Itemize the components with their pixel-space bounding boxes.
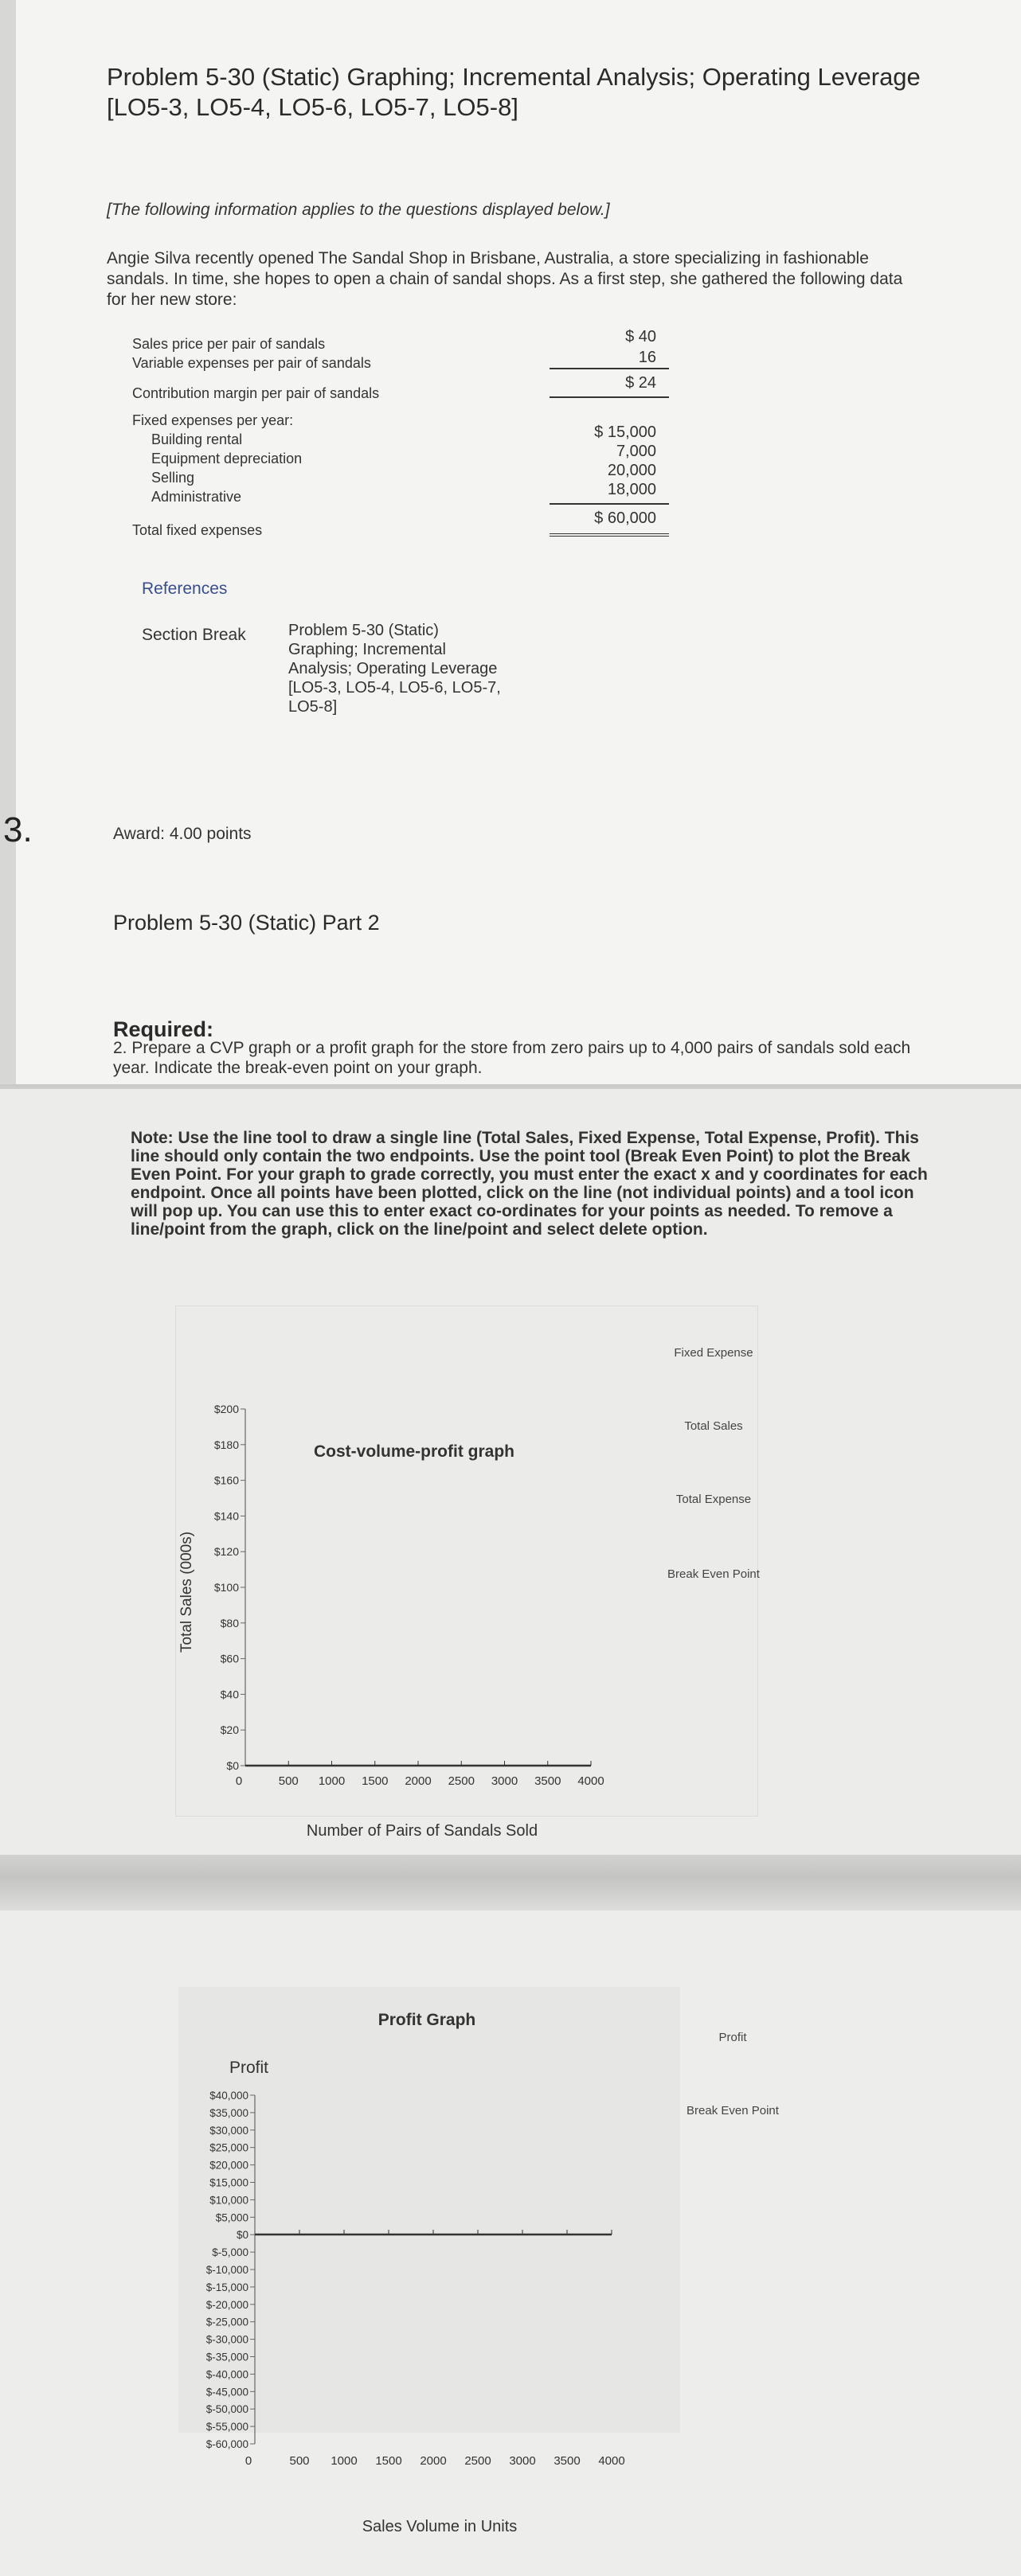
divider — [550, 396, 669, 398]
intro-note: [The following information applies to the questions displayed below.] — [107, 201, 610, 219]
x-tick-label: 4000 — [598, 2454, 625, 2468]
intro-text: Angie Silva recently opened The Sandal Shop in Brisbane, Australia, a store specializing in fashionable sandals. In time, she hopes to open a chain of sandal shops. As a first step, she gathered the following data for her new store: — [107, 249, 903, 309]
break-even-point-tool[interactable]: Break Even Point — [687, 2104, 779, 2117]
references-link[interactable]: References — [142, 580, 228, 598]
y-tick-label: $-50,000 — [205, 2403, 248, 2416]
required-heading: Required: — [113, 1017, 214, 1041]
y-tick-label: $-45,000 — [205, 2386, 248, 2398]
y-tick-label: $200 — [213, 1403, 239, 1415]
price-label: Sales price per pair of sandals — [132, 336, 326, 352]
price-value: $ 40 — [625, 328, 656, 345]
variable-label: Variable expenses per pair of sandals — [132, 355, 371, 371]
x-tick-label: 500 — [278, 1774, 299, 1788]
y-axis-label: Total Sales (000s) — [178, 1531, 195, 1653]
y-tick-label: $5,000 — [215, 2211, 248, 2224]
x-tick-label: 0 — [235, 1774, 243, 1788]
y-tick-label: $40,000 — [209, 2090, 248, 2102]
y-tick-label: $-30,000 — [205, 2333, 248, 2346]
y-tick-label: $-20,000 — [205, 2298, 248, 2311]
x-tick-label: 2500 — [464, 2454, 491, 2468]
problem-title: Problem 5-30 (Static) Graphing; Incremental Analysis; Operating Leverage [LO5-3, LO5-4, LO5-6, LO5-7, LO5-8] — [107, 63, 921, 121]
y-tick-label: $-15,000 — [205, 2281, 248, 2293]
rental-label: Building rental — [151, 431, 243, 447]
x-tick-label: 1000 — [331, 2454, 358, 2468]
y-tick-label: $-55,000 — [205, 2421, 248, 2434]
chart-title: Profit Graph — [377, 2011, 476, 2029]
divider — [550, 503, 669, 505]
y-tick-label: $0 — [236, 2229, 248, 2242]
paper-fold — [0, 1855, 1021, 1911]
y-tick-label: $35,000 — [209, 2106, 248, 2119]
y-tick-label: $30,000 — [209, 2124, 248, 2137]
y-tick-label: $25,000 — [209, 2141, 248, 2154]
x-tick-label: 2500 — [448, 1774, 475, 1788]
y-tick-label: $-60,000 — [205, 2438, 248, 2450]
y-tick-label: $15,000 — [209, 2176, 248, 2189]
rental-value: $ 15,000 — [594, 423, 656, 441]
part-title: Problem 5-30 (Static) Part 2 — [113, 911, 380, 935]
y-tick-label: $120 — [213, 1545, 239, 1559]
x-tick-label: 3000 — [509, 2454, 536, 2468]
x-tick-label: 3500 — [554, 2454, 581, 2468]
y-tick-label: $80 — [220, 1616, 239, 1630]
instructions-note: Note: Use the line tool to draw a single line (Total Sales, Fixed Expense, Total Expense, Profit). This line should only contain the two endpoints. Use the point tool (Break Even Point) to plot the Break Even Point. For your graph to grade correctly, you must enter the exact x and y coordinates for each endpoint. Once all points have been plotted, click on the line (not individual points) and a tool icon will pop up. You can use this to enter exact co-ordinates for your points as needed. To remove a line/point from the graph, click on the line/point and select delete option. — [131, 1129, 928, 1239]
y-tick-label: $40 — [220, 1688, 239, 1701]
y-axis-label: Profit — [229, 2059, 269, 2077]
x-tick-label: 500 — [289, 2454, 310, 2468]
y-tick-label: $160 — [213, 1473, 239, 1487]
y-tick-label: $-35,000 — [205, 2351, 248, 2363]
y-tick-label: $0 — [226, 1759, 239, 1772]
x-tick-label: 0 — [244, 2454, 252, 2468]
cm-label: Contribution margin per pair of sandals — [132, 385, 380, 401]
x-tick-label: 3000 — [491, 1774, 518, 1788]
x-tick-label: 3500 — [534, 1774, 561, 1788]
x-tick-label: 2000 — [420, 2454, 447, 2468]
cm-value: $ 24 — [625, 374, 656, 392]
divider — [550, 368, 669, 369]
selling-label: Selling — [151, 470, 195, 486]
total-expense-tool[interactable]: Total Expense — [675, 1493, 752, 1506]
section-break-text: Problem 5-30 (Static) Graphing; Incremental Analysis; Operating Leverage [LO5-3, LO5-4, LO5-6, LO5-7, LO5-8] — [288, 622, 501, 716]
y-tick-label: $-40,000 — [205, 2368, 248, 2381]
profit-chart[interactable] — [159, 1990, 669, 2571]
x-tick-label: 1000 — [318, 1774, 346, 1788]
cvp-chart[interactable] — [159, 1306, 653, 1847]
profit-tool[interactable]: Profit — [718, 2031, 747, 2044]
y-tick-label: $-5,000 — [212, 2246, 248, 2259]
total-sales-tool[interactable]: Total Sales — [684, 1419, 743, 1433]
section-break-label: Section Break — [142, 626, 246, 644]
y-tick-label: $-25,000 — [205, 2316, 248, 2328]
y-tick-label: $20 — [220, 1723, 239, 1737]
y-tick-label: $100 — [213, 1581, 239, 1594]
question-number: 3. — [3, 810, 33, 849]
variable-value: 16 — [638, 349, 656, 366]
break-even-point-tool[interactable]: Break Even Point — [667, 1567, 760, 1581]
required-text: 2. Prepare a CVP graph or a profit graph for the store from zero pairs up to 4,000 pairs of sandals sold each year. Indicate the break-even point on your graph. — [113, 1039, 911, 1077]
y-tick-label: $10,000 — [209, 2194, 248, 2207]
fixed-header: Fixed expenses per year: — [132, 412, 294, 428]
selling-value: 20,000 — [607, 462, 656, 479]
y-tick-label: $-10,000 — [205, 2264, 248, 2276]
depreciation-value: 7,000 — [616, 443, 656, 460]
fixed-expense-tool[interactable]: Fixed Expense — [674, 1346, 753, 1360]
x-axis-label: Number of Pairs of Sandals Sold — [306, 1822, 538, 1840]
total-fixed-label: Total fixed expenses — [132, 522, 263, 538]
total-fixed-value: $ 60,000 — [594, 509, 656, 527]
y-tick-label: $60 — [220, 1652, 239, 1665]
admin-value: 18,000 — [607, 481, 656, 498]
depreciation-label: Equipment depreciation — [151, 451, 303, 466]
x-tick-label: 1500 — [375, 2454, 402, 2468]
award-points: Award: 4.00 points — [113, 825, 252, 843]
x-tick-label: 4000 — [577, 1774, 604, 1788]
double-divider — [550, 533, 669, 537]
x-tick-label: 2000 — [405, 1774, 432, 1788]
y-tick-label: $180 — [213, 1438, 239, 1451]
y-tick-label: $20,000 — [209, 2159, 248, 2172]
admin-label: Administrative — [151, 489, 242, 505]
x-tick-label: 1500 — [362, 1774, 389, 1788]
x-axis-label: Sales Volume in Units — [362, 2518, 518, 2535]
y-tick-label: $140 — [213, 1509, 239, 1523]
chart-title: Cost-volume-profit graph — [314, 1442, 514, 1461]
